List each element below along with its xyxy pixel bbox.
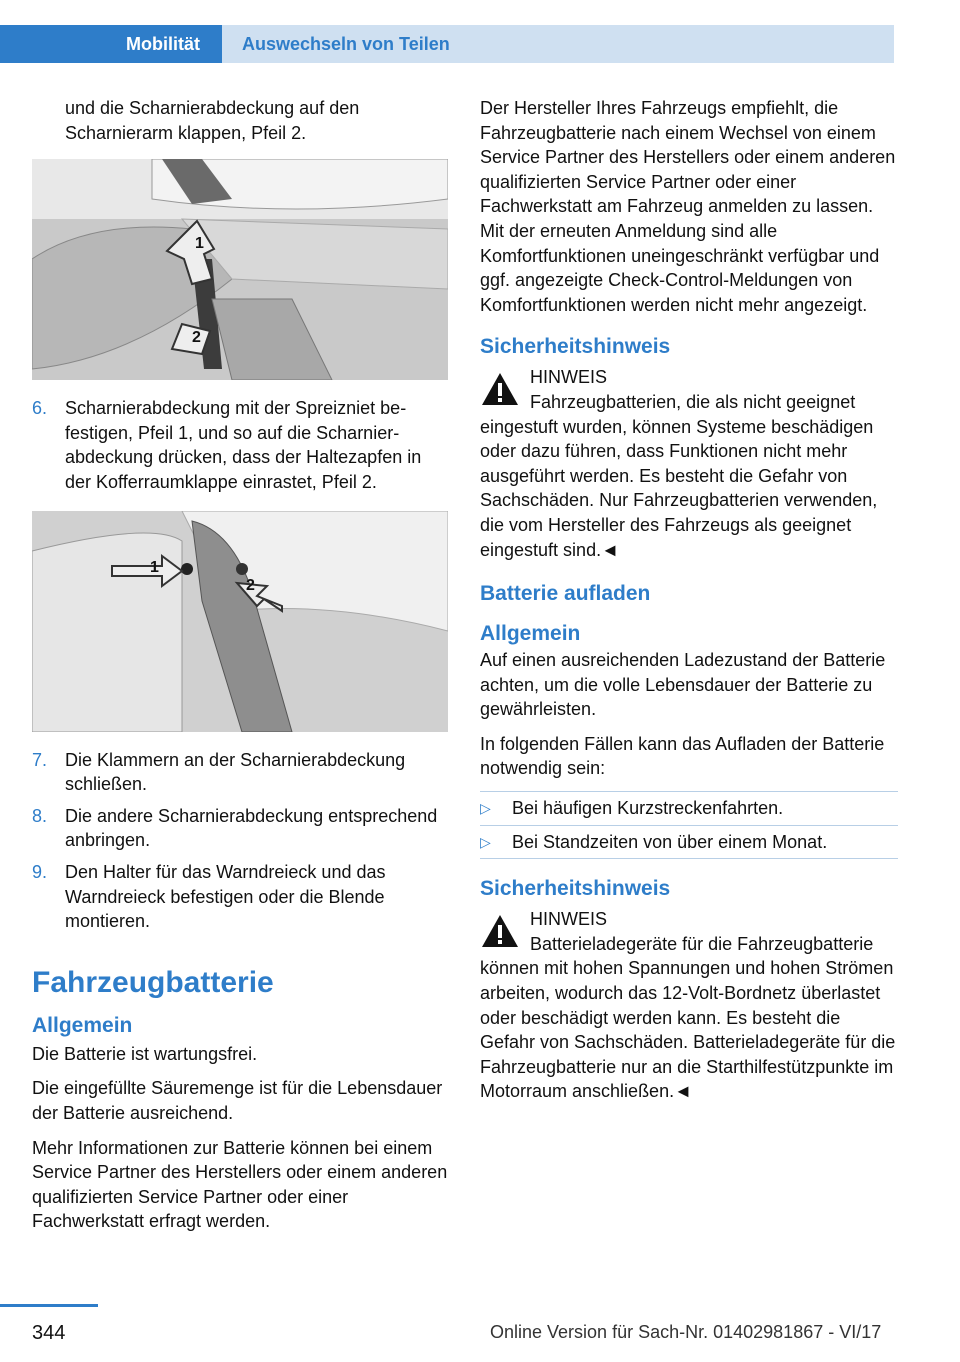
list-item (32, 396, 450, 494)
section-heading-battery: Fahrzeugbatterie (32, 965, 274, 999)
warning-title: HINWEIS (530, 909, 608, 930)
list-item (32, 748, 450, 797)
list-item (32, 804, 450, 853)
bullet-text: Bei häufigen Kurzstreckenfahrten. (512, 798, 784, 819)
list-item (480, 826, 898, 860)
figure2-arrow-label-2: 2 (246, 576, 255, 594)
header-section-tab (0, 25, 222, 63)
step-text: Die andere Scharnierabdeckung entsprechend anbringen. (65, 805, 438, 851)
intro-text: und die Scharnierabdeckung auf den Scharnierarm klappen, Pfeil 2. (65, 98, 360, 143)
step-number: 7. (32, 749, 48, 770)
footer-accent-line (0, 1304, 98, 1307)
figure2-arrow-label-1: 1 (150, 558, 159, 576)
header-chapter-label: Auswechseln von Teilen (242, 33, 450, 54)
safety-heading: Sicherheitshinweis (480, 877, 671, 901)
bullet-triangle-icon: ▷ (480, 833, 491, 850)
intro-text: Der Hersteller Ihres Fahrzeugs empfiehlt, die Fahrzeugbatterie nach einem Wechsel von einem Service Partner des Herstellers oder einem anderen qualifizierten Service Partner oder einer Fachwerkstatt am Fahrzeug anmelden zu lassen. Mit der erneuten Anmeldung sind alle Komfortfunktionen uneingeschränkt verfügbar und ggf. angezeigte Check-Control-Meldungen von Komfortfunktionen werden nicht mehr angezeigt. (480, 98, 896, 315)
header-chapter-tab (222, 25, 894, 63)
paragraph: Auf einen ausreichenden Ladezustand der Batterie achten, um die volle Lebensdauer der Batterie zu gewährleisten. (480, 650, 886, 720)
paragraph: Die Batterie ist wartungsfrei. (32, 1043, 258, 1064)
figure-hinge-cover-1 (32, 159, 448, 380)
warning-triangle-icon (480, 913, 520, 949)
warning-title: HINWEIS (530, 367, 608, 388)
warning-note (480, 365, 898, 562)
step-text: Scharnierabdeckung mit der Spreizniet befestigen, Pfeil 1, und so auf die Scharnierabdeckung drücken, dass der Haltezapfen in der Kofferraumklappe einrastet, Pfeil 2. (65, 398, 422, 492)
safety-heading: Sicherheitshinweis (480, 335, 671, 359)
step-text: Den Halter für das Warndreieck und das Warndreieck befestigen oder die Blende montieren. (65, 861, 386, 932)
subheading-general: Allgemein (480, 622, 581, 646)
warning-text: Batterieladegeräte für die Fahrzeugbatterie können mit hohen Spannungen und hohen Strömen arbeiten, wodurch das 12-Volt-Bordnetz überlastet oder beschädigt werden kann. Es besteht die Gefahr von Sachschäden. Batterieladegeräte für die Fahrzeugbatterie nur an die Starthilfestützpunkte im Motorraum anschließen.◄ (480, 933, 896, 1102)
figure1-arrow-label-1: 1 (195, 235, 204, 253)
step-text: Die Klammern an der Scharnierabdeckung schließen. (65, 749, 406, 795)
step-number: 9. (32, 861, 48, 882)
left-column (32, 96, 450, 1244)
bullet-text: Bei Standzeiten von über einem Monat. (512, 831, 828, 852)
step-number: 8. (32, 805, 48, 826)
page-number: 344 (32, 1322, 66, 1344)
warning-note (480, 907, 898, 1104)
section-heading-charge: Batterie aufladen (480, 582, 651, 606)
warning-text: Fahrzeugbatterien, die als nicht geeignet eingestuft wurden, können Systeme beschädigen oder dazu führen, dass Funktionen nicht mehr ausgeführt werden. Es besteht die Gefahr von Sachschäden. Nur Fahrzeugbatterien verwenden, die vom Hersteller des Fahrzeugs als geeignet eingestuft sind.◄ (480, 391, 878, 560)
subheading-general: Allgemein (32, 1013, 133, 1037)
steps-list-b (32, 748, 450, 934)
bullet-triangle-icon: ▷ (480, 800, 491, 817)
paragraph: In folgenden Fällen kann das Aufladen der Batterie notwendig sein: (480, 733, 885, 779)
steps-list-a (32, 396, 450, 494)
online-version-note: Online Version für Sach-Nr. 01402981867 - VI/17 (490, 1322, 882, 1342)
warning-triangle-icon (480, 371, 520, 407)
step-number: 6. (32, 398, 48, 419)
list-item (32, 860, 450, 934)
header-section-label: Mobilität (126, 33, 200, 54)
paragraph: Die eingefüllte Säuremenge ist für die Lebensdauer der Batterie ausreichend. (32, 1078, 443, 1123)
right-column (480, 96, 898, 1118)
list-item (480, 792, 898, 826)
figure1-arrow-label-2: 2 (192, 329, 201, 347)
figure-hinge-cover-2 (32, 511, 448, 732)
paragraph: Mehr Informationen zur Batterie können bei einem Service Partner des Herstellers oder einem anderen qualifizierten Service Partner oder einer Fachwerkstatt erfragt werden. (32, 1137, 448, 1232)
bullet-list (480, 791, 898, 859)
